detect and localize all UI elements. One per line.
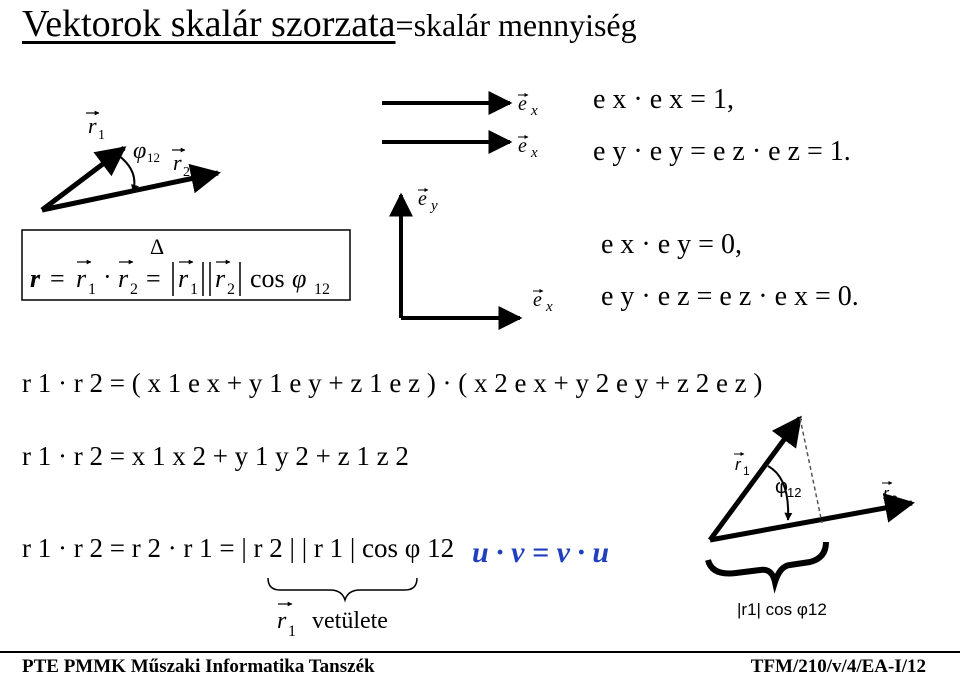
- orthonormal-equations: [593, 84, 859, 312]
- svg-text:x: x: [531, 103, 538, 119]
- svg-text:vetülete: vetülete: [312, 608, 388, 634]
- boxed-dot: ·: [103, 262, 112, 291]
- boxed-phi: φ: [292, 264, 307, 293]
- ortho-line-1: e x · e x = 1,: [593, 84, 734, 115]
- boxed-cos: cos: [250, 264, 285, 293]
- projection-figure: [708, 418, 912, 619]
- svg-text:12: 12: [787, 485, 802, 500]
- boxed-c-sub: 1: [190, 281, 198, 298]
- boxed-a-sub: 1: [88, 281, 96, 298]
- projection-caption: [277, 604, 388, 640]
- right-projection-label: |r1| cos φ12: [737, 600, 827, 619]
- expansion-equations: [22, 368, 762, 563]
- left-phi-label: φ: [133, 138, 147, 164]
- expansion-line-2: r 1 · r 2 = x 1 x 2 + y 1 y 2 + z 1 z 2: [22, 441, 409, 471]
- svg-text:2: 2: [891, 493, 898, 507]
- boxed-delta: Δ: [150, 234, 165, 259]
- expansion-line-3: r 1 · r 2 = r 2 · r 1 = | r 2 | | r 1 | cos φ 12: [22, 533, 455, 563]
- boxed-b-sub: 2: [130, 281, 138, 298]
- svg-text:e: e: [533, 289, 542, 311]
- boxed-b: r: [118, 264, 129, 293]
- ortho-line-4: e y · e z = e z · e x = 0.: [601, 281, 859, 312]
- svg-text:φ: φ: [775, 476, 788, 498]
- svg-text:y: y: [431, 198, 438, 214]
- ortho-line-3: e x · e y = 0,: [601, 229, 742, 260]
- slide-title-sub: =skalár mennyiség: [395, 7, 637, 43]
- boxed-formula: [22, 230, 350, 300]
- right-brace: [708, 542, 826, 582]
- svg-text:r: r: [277, 608, 287, 634]
- right-perpendicular: [800, 418, 822, 523]
- boxed-phi-sub: 12: [314, 281, 330, 298]
- footer-divider: [0, 651, 960, 653]
- svg-text:x: x: [531, 145, 538, 161]
- svg-text:1: 1: [288, 623, 296, 640]
- svg-text:r: r: [883, 484, 889, 503]
- left-r1-sub: 1: [98, 128, 105, 143]
- boxed-eq1: =: [50, 264, 65, 293]
- projection-underbrace: [268, 578, 417, 600]
- left-vector-figure: [42, 113, 218, 210]
- boxed-d: r: [215, 264, 226, 293]
- ortho-line-2: e y · e y = e z · e z = 1.: [593, 136, 851, 167]
- left-phi-sub: 12: [147, 150, 160, 165]
- footer-right: TFM/210/v/4/EA-I/12: [750, 656, 926, 677]
- boxed-lhs: r: [30, 264, 41, 293]
- left-r1-label: r: [88, 113, 97, 138]
- svg-text:e: e: [518, 135, 527, 157]
- left-r2-sub: 2: [183, 165, 190, 180]
- expansion-line-1: r 1 · r 2 = ( x 1 e x + y 1 e y + z 1 e z ) · ( x 2 e x + y 2 e y + z 2 e z ): [22, 368, 763, 398]
- svg-text:r: r: [735, 455, 741, 474]
- svg-text:1: 1: [743, 464, 750, 478]
- svg-text:e: e: [518, 93, 527, 115]
- unit-vector-diagram: [382, 93, 553, 318]
- footer-left: PTE PMMK Műszaki Informatika Tanszék: [22, 656, 375, 677]
- svg-text:e: e: [418, 188, 427, 210]
- commutative-law: u · v = v · u: [472, 536, 610, 569]
- boxed-c: r: [178, 264, 189, 293]
- boxed-d-sub: 2: [227, 281, 235, 298]
- svg-text:x: x: [546, 299, 553, 315]
- boxed-a: r: [76, 264, 87, 293]
- boxed-eq2: =: [146, 264, 161, 293]
- slide-title-main: Vektorok skalár szorzata: [22, 3, 396, 45]
- left-r2-label: r: [173, 150, 182, 175]
- right-r2-arrow: [710, 503, 912, 540]
